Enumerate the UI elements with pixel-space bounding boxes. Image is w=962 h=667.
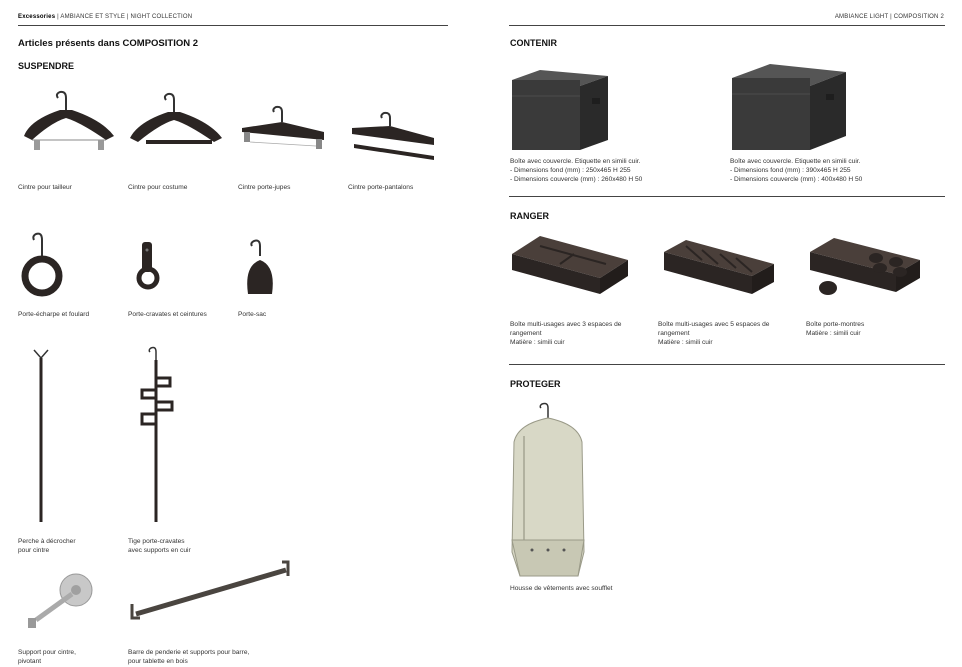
section-ranger: RANGER: [510, 211, 550, 221]
watch-line2: Matière : simili cuir: [806, 330, 861, 337]
trouser-hanger-image: [350, 112, 440, 164]
tray5-line2: rangement: [658, 330, 690, 337]
watch-box-image: [808, 234, 922, 300]
garment-cover-image: [510, 402, 586, 578]
watch-line1: Boîte porte-montres: [806, 321, 865, 328]
caption-pole-line1: Perche à décrocher: [18, 538, 76, 545]
caption-swivel-line2: pivotant: [18, 658, 42, 665]
page-title: Articles présents dans COMPOSITION 2: [18, 38, 199, 49]
caption-tie-rack-line1: Tige porte-cravates: [128, 538, 185, 545]
caption-tie-rack-line2: avec supports en cuir: [128, 547, 191, 554]
tie-belt-holder-image: [130, 238, 170, 296]
tray3-line1: Boîte multi-usages avec 3 espaces de: [510, 321, 622, 328]
caption-watch-box: [806, 320, 864, 338]
caption-closet-rod: [128, 648, 249, 666]
caption-swivel-line1: Support pour cintre,: [18, 649, 76, 656]
caption-rod-line1: Barre de penderie et supports pour barre,: [128, 649, 250, 656]
scarf-holder-image: [22, 230, 72, 302]
caption-coat-hanger: Cintre pour costume: [128, 184, 188, 191]
tray5-line3: Matière : simili cuir: [658, 339, 713, 346]
box-small-line2: - Dimensions fond (mm) : 250x465 H 255: [510, 167, 631, 174]
caption-box-large: [730, 157, 862, 184]
section-suspendre: SUSPENDRE: [18, 61, 75, 71]
caption-tie-holder: Porte-cravates et ceintures: [128, 311, 207, 318]
tray-5-compartments-image: [662, 236, 776, 300]
caption-swivel-support: [18, 648, 76, 666]
section-contenir: CONTENIR: [510, 38, 557, 48]
box-large-line1: Boîte avec couvercle. Etiquette en simili cuir.: [730, 158, 861, 165]
swivel-support-image: [24, 570, 104, 636]
tray3-line2: rangement: [510, 330, 542, 337]
rule-proteger: [509, 364, 945, 365]
caption-garment-cover: Housse de vêtements avec soufflet: [510, 585, 613, 592]
caption-trouser-hanger: Cintre porte-pantalons: [348, 184, 414, 191]
tie-rack-image: [138, 346, 180, 524]
box-large-line3: - Dimensions couvercle (mm) : 400x480 H 50: [730, 176, 863, 183]
tray5-line1: Boîte multi-usages avec 5 espaces de: [658, 321, 770, 328]
caption-tray-5: [658, 320, 769, 347]
left-header-text: | AMBIANCE ET STYLE | NIGHT COLLECTION: [55, 14, 193, 20]
caption-rod-line2: pour tablette en bois: [128, 658, 188, 665]
caption-bag-holder: Porte-sac: [238, 311, 267, 318]
section-proteger: PROTEGER: [510, 379, 561, 389]
bag-holder-image: [240, 236, 280, 298]
skirt-hanger-image: [240, 106, 330, 166]
storage-box-large-image: [730, 60, 848, 152]
caption-suit-hanger: Cintre pour tailleur: [18, 184, 72, 191]
caption-tray-3: [510, 320, 621, 347]
caption-skirt-hanger: Cintre porte-jupes: [238, 184, 291, 191]
suit-hanger-image: [20, 88, 120, 168]
brand-name: Excessories: [18, 14, 56, 20]
right-running-header: AMBIANCE LIGHT | COMPOSITION 2: [834, 14, 944, 20]
coat-hanger-image: [128, 92, 228, 168]
left-running-header: [18, 14, 192, 20]
storage-box-small-image: [510, 66, 610, 152]
hanger-pole-image: [30, 348, 52, 526]
box-small-line1: Boîte avec couvercle. Etiquette en simili cuir.: [510, 158, 641, 165]
closet-rod-image: [128, 558, 298, 624]
right-header-rule: [509, 25, 945, 26]
left-header-rule: [18, 25, 448, 26]
rule-ranger: [509, 196, 945, 197]
tray3-line3: Matière : simili cuir: [510, 339, 565, 346]
box-small-line3: - Dimensions couvercle (mm) : 260x480 H 50: [510, 176, 643, 183]
caption-tie-rack: [128, 537, 191, 555]
caption-pole-line2: pour cintre: [18, 547, 50, 554]
tray-3-compartments-image: [510, 232, 630, 298]
box-large-line2: - Dimensions fond (mm) : 390x465 H 255: [730, 167, 851, 174]
caption-box-small: [510, 157, 642, 184]
caption-scarf-holder: Porte-écharpe et foulard: [18, 311, 90, 318]
caption-pole: [18, 537, 76, 555]
